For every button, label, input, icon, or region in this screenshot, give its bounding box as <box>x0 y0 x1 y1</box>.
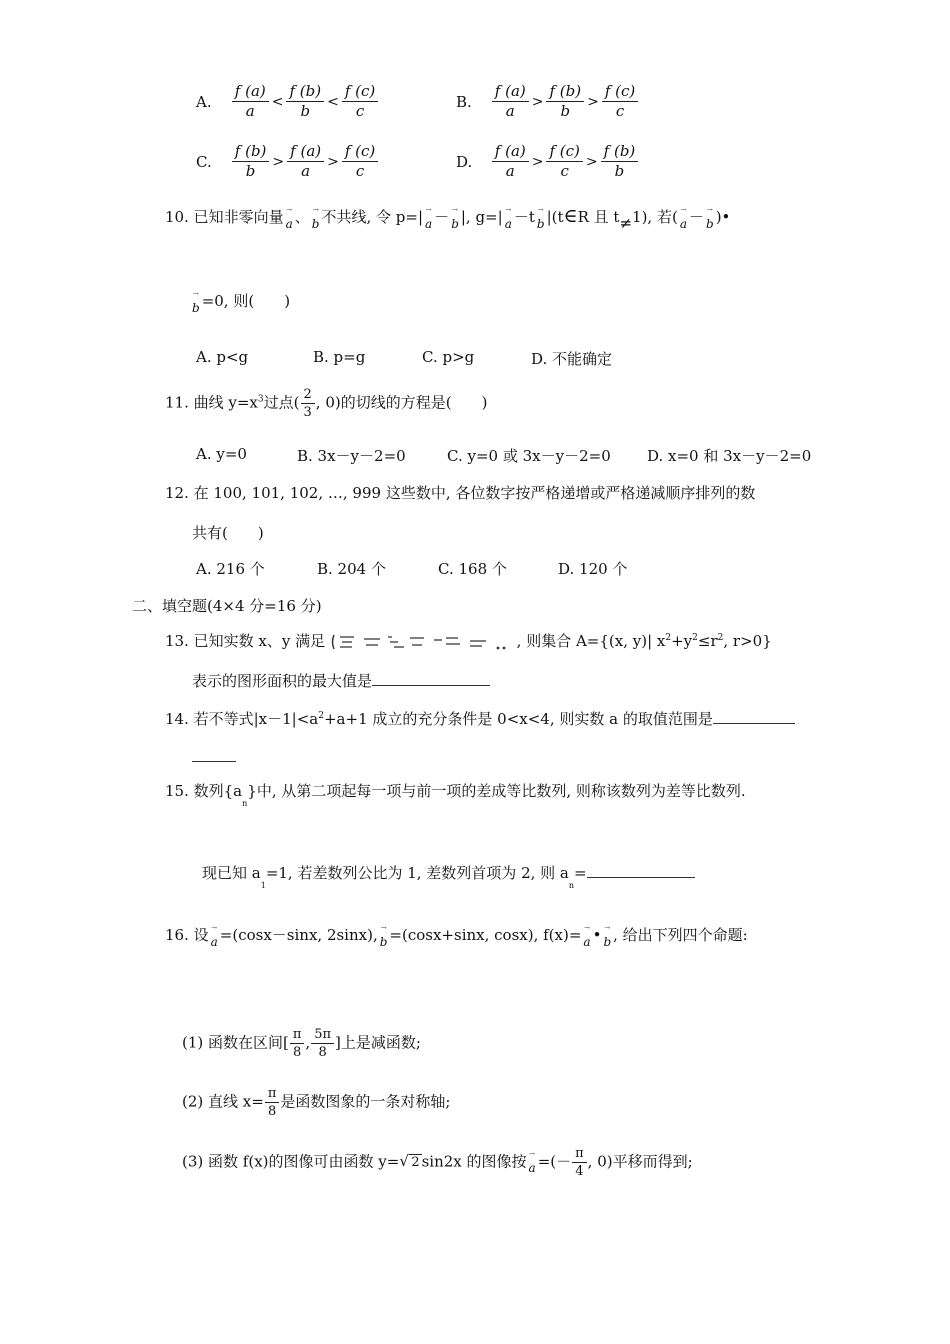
q10-option-d: D. 不能确定 <box>531 350 613 368</box>
q9-option-a: A. $\frac{f (a)}{a}$ < $\frac{f (b)}{b}$ < $\frac{f (c)}{c}$ <box>196 84 379 120</box>
fraction: $\frac{f (c)}{c}$ <box>546 144 582 180</box>
fraction: $\frac{\pi}{8}$ <box>265 1087 280 1118</box>
option-label: B. <box>456 92 472 111</box>
fraction: $\frac{f (c)}{c}$ <box>602 84 638 120</box>
fraction: $\frac{2}{3}$ <box>301 388 315 419</box>
vector-a: → a <box>210 923 218 949</box>
option-label: D. <box>456 152 473 171</box>
element-of-symbol: ∈ <box>563 205 578 227</box>
q11-option-a: A. y=0 <box>196 445 247 463</box>
vector-b: → b <box>311 205 320 231</box>
q16-proposition-3: (3) 函数 f(x)的图像可由函数 y= √ 2 sin2x 的图像按 → a =(－ $\frac{\pi}{4}$ , 0)平移而得到; <box>182 1146 693 1179</box>
vector-b: → b <box>451 205 459 231</box>
q11-option-c: C. y=0 或 3x－y－2=0 <box>447 447 611 465</box>
q12-stem: 12. 在 100, 101, 102, …, 999 这些数中, 各位数字按严格递增或严格递减顺序排列的数 <box>165 484 756 502</box>
q14-stem: 14. 若不等式$|x-1|<a^2+a+1$ 成立的充分条件是 0<x<4, 则实数 a 的取值范围是 <box>165 708 795 729</box>
fraction: $\frac{f (c)}{c}$ <box>342 84 378 120</box>
q9-option-d: D. $\frac{f (a)}{a}$ > $\frac{f (c)}{c}$ > $\frac{f (b)}{b}$ <box>456 144 639 180</box>
q11-stem: 11. 曲线 $y=x^3$过点( $\frac{2}{3}$ , 0)的切线的方程是( ) <box>165 387 488 420</box>
vector-b: → b <box>379 923 388 949</box>
sqrt-symbol: √ 2 <box>399 1152 420 1171</box>
q12-stem-cont: 共有( ) <box>192 524 264 542</box>
garbled-constraint-system <box>330 632 512 652</box>
q16-stem: 16. 设 → a =(cosx－sinx, 2sinx), → b =(cosx+sinx, cosx), f(x)= → a • → b , 给出下列四个命题: <box>165 923 748 949</box>
q13-stem-cont: 表示的图形面积的最大值是 <box>192 670 490 691</box>
answer-blank[interactable] <box>713 709 795 724</box>
vector-a: → a <box>504 205 512 231</box>
vector-a: → a <box>528 1150 536 1176</box>
fraction: $\frac{\pi}{8}$ <box>290 1028 305 1059</box>
section-heading: 二、填空题(4×4 分=16 分) <box>132 597 322 615</box>
fraction: $\frac{f (b)}{b}$ <box>601 144 639 180</box>
vector-a: → a <box>679 205 687 231</box>
q12-option-c: C. 168 个 <box>438 560 507 578</box>
q15-stem: 15. 数列$\{a_n\}$中, 从第二项起每一项与前一项的差成等比数列, 则称该数列为差等比数列. <box>165 782 746 808</box>
q10-stem-cont: → b =0, 则( ) <box>192 289 291 315</box>
fraction: $\frac{f (b)}{b}$ <box>286 84 324 120</box>
vector-b: → b <box>706 205 714 231</box>
q9-option-c: C. $\frac{f (b)}{b}$ > $\frac{f (a)}{a}$ > $\frac{f (c)}{c}$ <box>196 144 379 180</box>
q16-proposition-1: (1) 函数在区间[ $\frac{\pi}{8}$ , $\frac{5\pi}{8}$ ]上是减函数; <box>182 1027 421 1060</box>
fraction: $\frac{f (a)}{a}$ <box>232 84 269 120</box>
fraction: $\frac{f (b)}{b}$ <box>546 84 584 120</box>
vector-a: → a <box>583 923 591 949</box>
not-equal-symbol: ≠ <box>619 214 633 232</box>
q10-option-c: C. p>g <box>422 348 475 366</box>
q10-option-b: B. p=g <box>313 348 366 366</box>
fraction: $\frac{\pi}{4}$ <box>572 1147 587 1178</box>
answer-blank[interactable] <box>587 863 695 878</box>
q9-option-b: B. $\frac{f (a)}{a}$ > $\frac{f (b)}{b}$ > $\frac{f (c)}{c}$ <box>456 84 639 120</box>
vector-b: → b <box>603 923 612 949</box>
q11-option-b: B. 3x－y－2=0 <box>297 447 406 465</box>
q11-option-d: D. x=0 和 3x－y－2=0 <box>647 447 812 465</box>
vector-a: → a <box>425 205 433 231</box>
fraction: $\frac{5\pi}{8}$ <box>311 1028 334 1059</box>
vector-b: → b <box>192 289 200 315</box>
option-label: A. <box>196 92 212 111</box>
q12-option-a: A. 216 个 <box>196 560 265 578</box>
answer-blank[interactable] <box>372 671 490 686</box>
answer-blank-cont[interactable] <box>192 747 236 762</box>
vector-b: → b <box>536 205 545 231</box>
fraction: $\frac{f (a)}{a}$ <box>492 144 529 180</box>
q16-proposition-2: (2) 直线 x= $\frac{\pi}{8}$ 是函数图象的一条对称轴; <box>182 1086 451 1119</box>
fraction: $\frac{f (c)}{c}$ <box>342 144 378 180</box>
vector-a: → a <box>285 205 293 231</box>
q12-option-b: B. 204 个 <box>317 560 386 578</box>
q12-option-d: D. 120 个 <box>558 560 628 578</box>
q10-stem: 10. 已知非零向量 → a 、 → b 不共线, 令 p=| → a － → b |, g=| → a －t → b |(t∈R 且 t≠1), 若( → a － → b )• <box>165 205 731 232</box>
fraction: $\frac{f (a)}{a}$ <box>287 144 324 180</box>
fraction: $\frac{f (a)}{a}$ <box>492 84 529 120</box>
q13-stem: 13. 已知实数 x、y 满足 , 则集合 A={(x, y)| $x^2+y^2\le r^2$, r>0} <box>165 632 772 650</box>
q15-stem-cont: 现已知 $a_1=1$, 若差数列公比为 1, 差数列首项为 2, 则 $a_n=$ <box>202 862 695 883</box>
option-label: C. <box>196 152 212 171</box>
fraction: $\frac{f (b)}{b}$ <box>232 144 270 180</box>
q10-option-a: A. p<g <box>196 348 249 366</box>
